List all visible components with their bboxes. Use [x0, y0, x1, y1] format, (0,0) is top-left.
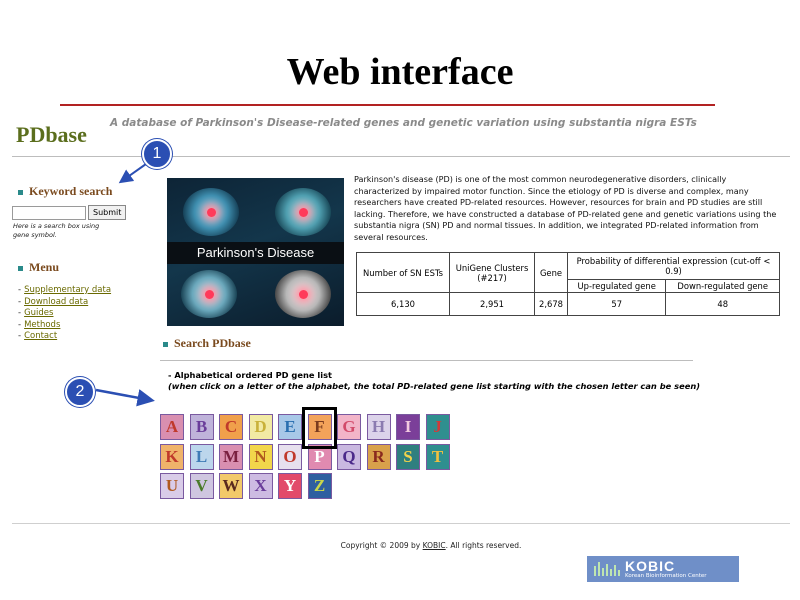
- callout-marker-2: 2: [65, 377, 95, 407]
- cell-up-regulated: 57: [568, 293, 666, 316]
- header-probability: Probability of differential expression (cut-off < 0.9): [568, 253, 780, 280]
- square-bullet-icon: [18, 266, 23, 271]
- letter-tile-j[interactable]: J: [426, 414, 450, 440]
- search-divider: [160, 360, 693, 361]
- square-bullet-icon: [163, 342, 168, 347]
- brain-scan-icon: [275, 270, 331, 318]
- kobic-link[interactable]: KOBIC: [422, 541, 446, 550]
- menu-heading: [18, 260, 59, 275]
- copyright-suffix: . All rights reserved.: [445, 541, 522, 550]
- alphabet-list-title: - Alphabetical ordered PD gene list: [168, 370, 333, 380]
- square-bullet-icon: [18, 190, 23, 195]
- stats-table: [356, 252, 780, 316]
- brain-scan-icon: [275, 188, 331, 236]
- letter-tile-q[interactable]: Q: [337, 444, 361, 470]
- brain-scan-icon: [181, 270, 237, 318]
- menu-item: - Contact: [18, 331, 58, 342]
- letter-tile-z[interactable]: Z: [308, 473, 332, 499]
- menu-link-contact[interactable]: Contact: [24, 331, 58, 342]
- letter-tile-g[interactable]: G: [337, 414, 361, 440]
- copyright-text: [0, 541, 800, 550]
- menu-item: - Download data: [18, 296, 89, 307]
- letter-tile-c[interactable]: C: [219, 414, 243, 440]
- letter-tile-w[interactable]: W: [219, 473, 243, 499]
- table-row: [357, 293, 780, 316]
- cell-gene: 2,678: [535, 293, 568, 316]
- letter-tile-e[interactable]: E: [278, 414, 302, 440]
- letter-tile-m[interactable]: M: [219, 444, 243, 470]
- letter-tile-t[interactable]: T: [426, 444, 450, 470]
- search-pdbase-label: Search PDbase: [174, 336, 251, 350]
- letter-tile-u[interactable]: U: [160, 473, 184, 499]
- cell-sn-ests: 6,130: [357, 293, 450, 316]
- menu-link-guides[interactable]: Guides: [24, 308, 54, 319]
- menu-link-supplementary-data[interactable]: Supplementary data: [24, 285, 112, 295]
- menu-item: - Methods: [18, 319, 61, 330]
- header-up-regulated: Up-regulated gene: [568, 280, 666, 293]
- letter-tile-n[interactable]: N: [249, 444, 273, 470]
- search-pdbase-heading: [163, 336, 251, 351]
- keyword-search-heading: [18, 184, 112, 199]
- header-unigene-clusters: UniGene Clusters (#217): [450, 253, 535, 293]
- alphabet-list-note: (when click on a letter of the alphabet, the total PD-related gene list starting with the chosen letter can be seen): [168, 381, 701, 391]
- banner-caption: Parkinson's Disease: [167, 242, 344, 264]
- letter-tile-p[interactable]: P: [308, 444, 332, 470]
- kobic-logo-name: KOBIC: [625, 558, 676, 574]
- header-sn-ests: Number of SN ESTs: [357, 253, 450, 293]
- callout-arrow-1: [122, 164, 146, 181]
- dna-bars-icon: [593, 560, 621, 578]
- header-down-regulated: Down-regulated gene: [666, 280, 780, 293]
- copyright-prefix: Copyright © 2009 by: [340, 541, 423, 550]
- slide-title: Web interface: [286, 51, 514, 93]
- menu-link-methods[interactable]: Methods: [24, 319, 61, 330]
- search-hint: Here is a search box using gene symbol.: [13, 222, 100, 239]
- letter-tile-k[interactable]: K: [160, 444, 184, 470]
- cell-unigene: 2,951: [450, 293, 535, 316]
- kobic-logo[interactable]: [587, 556, 739, 582]
- letter-tile-r[interactable]: R: [367, 444, 391, 470]
- letter-tile-i[interactable]: I: [396, 414, 420, 440]
- pdbase-logo[interactable]: PDbase: [16, 122, 87, 147]
- letter-tile-a[interactable]: A: [160, 414, 184, 440]
- letter-tile-v[interactable]: V: [190, 473, 214, 499]
- menu-item: - Guides: [18, 308, 54, 319]
- footer-divider: [12, 523, 790, 524]
- cell-down-regulated: 48: [666, 293, 780, 316]
- menu-list: [18, 285, 111, 343]
- keyword-search-label: Keyword search: [29, 184, 113, 198]
- keyword-search-input[interactable]: [12, 206, 86, 220]
- menu-item: - Supplementary data: [18, 285, 112, 295]
- intro-paragraph: Parkinson's disease (PD) is one of the most common neurodegenerative disorders, clinically characterized by impaired motor function. Since the etiology of PD is diverse and complex, many researchers have created PD-related resources. However, resources for brain and PD studies are still lacking. Therefore, we have constructed a database of PD-related gene and genetic variations using the substantia nigra (SN) PD and normal tissues. In addition, we integrated PD-related information from several resources.: [354, 174, 777, 242]
- site-tagline: A database of Parkinson's Disease-related genes and genetic variation using substantia nigra ESTs: [110, 117, 697, 129]
- brain-scan-icon: [183, 188, 239, 236]
- selected-letter-highlight: [302, 407, 337, 449]
- letter-tile-y[interactable]: Y: [278, 473, 302, 499]
- menu-link-download-data[interactable]: Download data: [24, 296, 89, 307]
- menu-label: Menu: [29, 260, 59, 274]
- letter-tile-l[interactable]: L: [190, 444, 214, 470]
- submit-button[interactable]: Submit: [88, 205, 126, 220]
- callout-marker-1: 1: [142, 139, 172, 169]
- letter-tile-x[interactable]: X: [249, 473, 273, 499]
- header-gene: Gene: [535, 253, 568, 293]
- letter-tile-s[interactable]: S: [396, 444, 420, 470]
- letter-tile-f[interactable]: F: [308, 414, 332, 440]
- letter-tile-o[interactable]: O: [278, 444, 302, 470]
- letter-tile-h[interactable]: H: [367, 414, 391, 440]
- letter-tile-d[interactable]: D: [249, 414, 273, 440]
- letter-tile-b[interactable]: B: [190, 414, 214, 440]
- kobic-logo-subtitle: Korean Bioinformation Center: [625, 573, 707, 579]
- parkinsons-banner-image: [167, 178, 344, 326]
- callout-arrow-2: [96, 390, 150, 400]
